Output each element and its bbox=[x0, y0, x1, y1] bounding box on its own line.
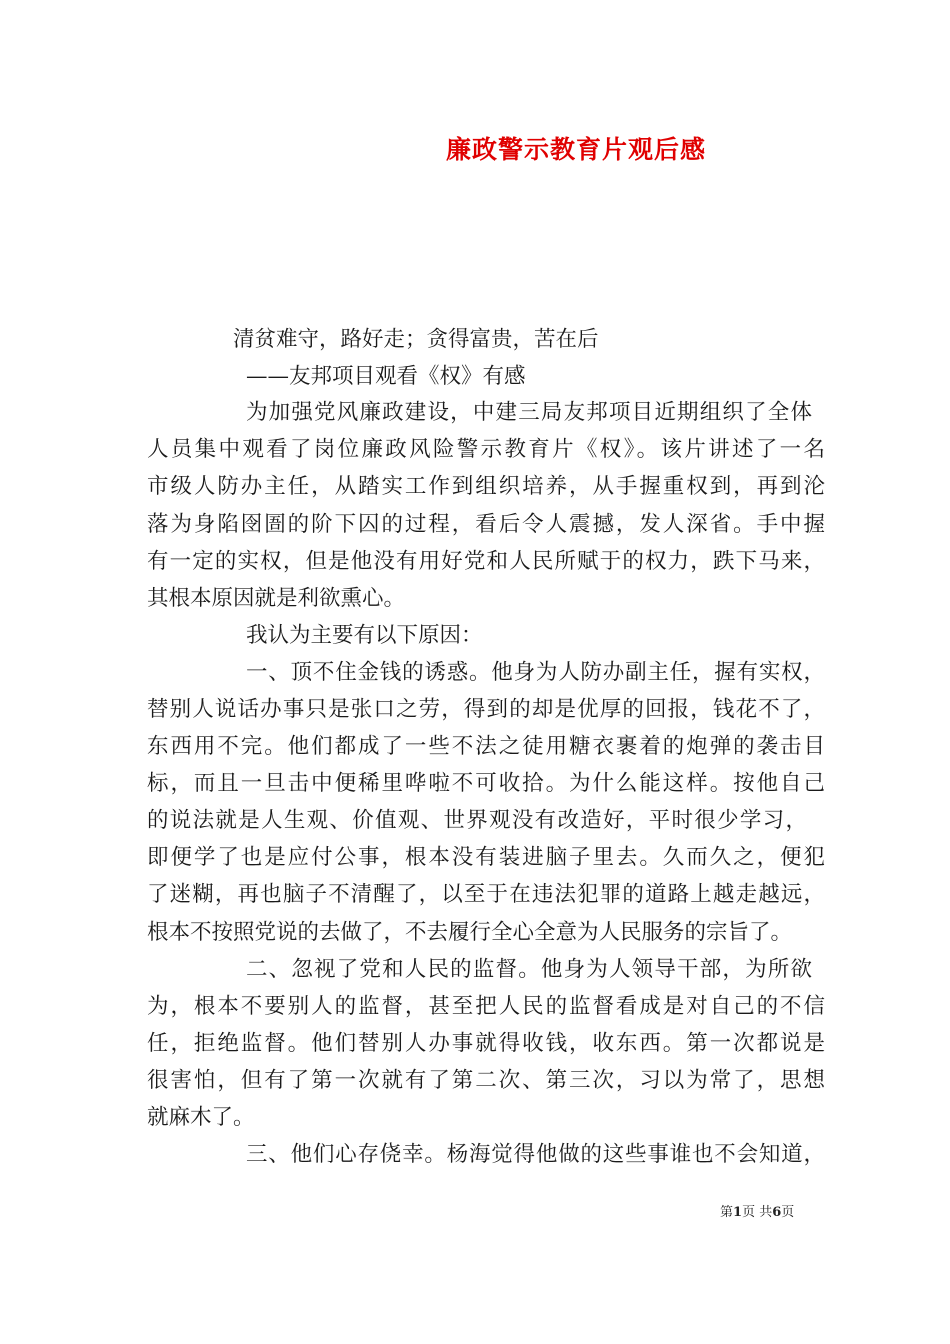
paragraph-line: 就麻木了。 bbox=[147, 1105, 255, 1130]
paragraph-line: 的说法就是人生观、价值观、世界观没有改造好，平时很少学习， bbox=[147, 808, 807, 833]
footer-prefix: 第 bbox=[720, 1205, 734, 1220]
paragraph-line: 一、顶不住金钱的诱惑。他身为人防办副主任，握有实权， bbox=[246, 660, 825, 685]
paragraph-line: 市级人防办主任，从踏实工作到组织培养，从手握重权到，再到沦 bbox=[147, 474, 825, 499]
paragraph-line: 三、他们心存侥幸。杨海觉得他做的这些事谁也不会知道， bbox=[246, 1142, 825, 1167]
paragraph-line: 标，而且一旦击中便稀里哗啦不可收拾。为什么能这样。按他自己 bbox=[147, 771, 825, 796]
footer-suffix: 页 bbox=[781, 1205, 795, 1220]
paragraph-line: 根本不按照党说的去做了，不去履行全心全意为人民服务的宗旨了。 bbox=[147, 920, 793, 945]
byline: ——友邦项目观看《权》有感 bbox=[246, 364, 526, 389]
paragraph-line: 即便学了也是应付公事，根本没有装进脑子里去。久而久之，便犯 bbox=[147, 845, 825, 870]
footer-page-total: 6 bbox=[772, 1205, 782, 1220]
page-footer bbox=[720, 1203, 794, 1223]
paragraph-line: 为加强党风廉政建设，中建三局友邦项目近期组织了全体 bbox=[246, 400, 812, 425]
subtitle-line: 清贫难守，路好走；贪得富贵，苦在后 bbox=[233, 327, 599, 352]
paragraph-line: 了迷糊，再也脑子不清醒了，以至于在违法犯罪的道路上越走越远， bbox=[147, 882, 825, 907]
paragraph-line: 落为身陷囹圄的阶下囚的过程，看后令人震撼，发人深省。手中握 bbox=[147, 512, 825, 537]
paragraph-line: 很害怕，但有了第一次就有了第二次、第三次，习以为常了，思想 bbox=[147, 1068, 825, 1093]
document-title: 廉政警示教育片观后感 bbox=[446, 135, 707, 164]
paragraph-line: 任，拒绝监督。他们替别人办事就得收钱，收东西。第一次都说是 bbox=[147, 1031, 825, 1056]
paragraph-line: 我认为主要有以下原因： bbox=[246, 623, 483, 648]
paragraph-line: 替别人说话办事只是张口之劳，得到的却是优厚的回报，钱花不了， bbox=[147, 697, 825, 722]
footer-page-number: 1 bbox=[733, 1205, 743, 1220]
paragraph-line: 为，根本不要别人的监督，甚至把人民的监督看成是对自己的不信 bbox=[147, 994, 825, 1019]
paragraph-line: 其根本原因就是利欲熏心。 bbox=[147, 586, 406, 611]
paragraph-line: 有一定的实权，但是他没有用好党和人民所赋于的权力，跌下马来， bbox=[147, 549, 825, 574]
paragraph-line: 人员集中观看了岗位廉政风险警示教育片《权》。该片讲述了一名 bbox=[147, 437, 825, 462]
paragraph-line: 东西用不完。他们都成了一些不法之徒用糖衣裹着的炮弹的袭击目 bbox=[147, 734, 825, 759]
footer-middle: 页 共 bbox=[742, 1205, 773, 1220]
paragraph-line: 二、忽视了党和人民的监督。他身为人领导干部，为所欲 bbox=[246, 957, 812, 982]
